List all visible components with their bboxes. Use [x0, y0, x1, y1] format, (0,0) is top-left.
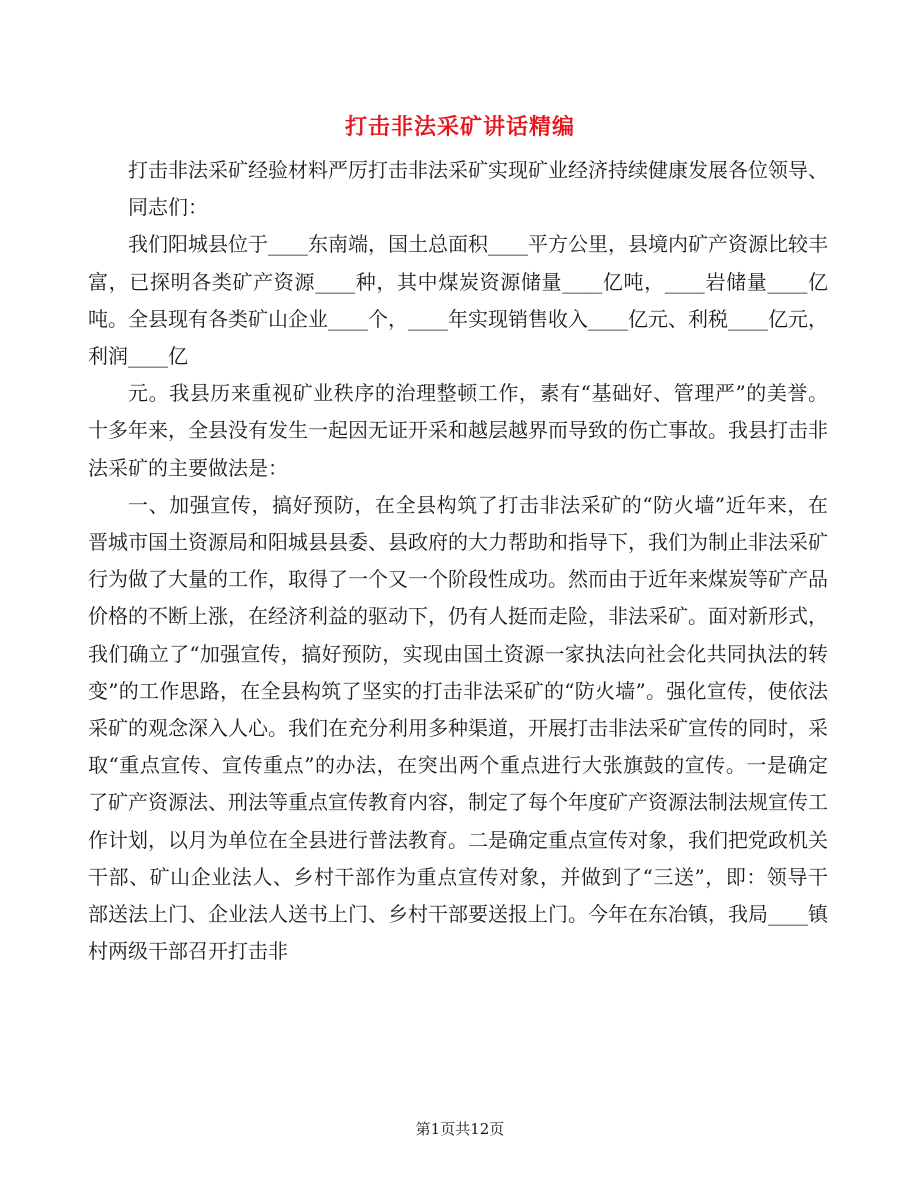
paragraph-salutation: 同志们：: [128, 195, 208, 220]
paragraph-county-record: 元。我县历来重视矿业秩序的治理整顿工作，素有“基础好、管理严”的美誉。十多年来，全县没有发生一起因无证开采和越层越界而导致的伤亡事故。我县打击非法采矿的主要做法是：: [88, 381, 828, 480]
document-body: [88, 152, 828, 970]
page-number-footer: 第1页共12页: [415, 1120, 505, 1138]
paragraph-section-one: 一、加强宣传，搞好预防，在全县构筑了打击非法采矿的“防火墙”近年来，在晋城市国土资源局和阳城县县委、县政府的大力帮助和指导下，我们为制止非法采矿行为做了大量的工作，取得了一个又一个阶段性成功。然而由于近年来煤炭等矿产品价格的不断上涨，在经济利益的驱动下，仍有人挺而走险，非法采矿。面对新形式，我们确立了“加强宣传，搞好预防，实现由国土资源一家执法向社会化共同执法的转变”的工作思路，在全县构筑了坚实的打击非法采矿的“防火墙”。强化宣传，使依法采矿的观念深入人心。我们在充分利用多种渠道，开展打击非法采矿宣传的同时，采取“重点宣传、宣传重点”的办法，在突出两个重点进行大张旗鼓的宣传。一是确定了矿产资源法、刑法等重点宣传教育内容，制定了每个年度矿产资源法制法规宣传工作计划，以月为单位在全县进行普法教育。二是确定重点宣传对象，我们把党政机关干部、矿山企业法人、乡村干部作为重点宣传对象，并做到了“三送”，即：领导干部送法上门、企业法人送书上门、乡村干部要送报上门。今年在东冶镇，我局____镇村两级干部召开打击非: [88, 492, 828, 964]
document-title: 打击非法采矿讲话精编: [344, 114, 575, 140]
paragraph-county-overview: 我们阳城县位于____东南端，国土总面积____平方公里，县境内矿产资源比较丰富，已探明各类矿产资源____种，其中煤炭资源储量____亿吨，____岩储量____亿吨。全县现有各类矿山企业____个，____年实现销售收入____亿元、利税____亿元，利润____亿: [88, 232, 828, 369]
paragraph-intro: 打击非法采矿经验材料严厉打击非法采矿实现矿业经济持续健康发展各位领导、: [128, 158, 828, 182]
